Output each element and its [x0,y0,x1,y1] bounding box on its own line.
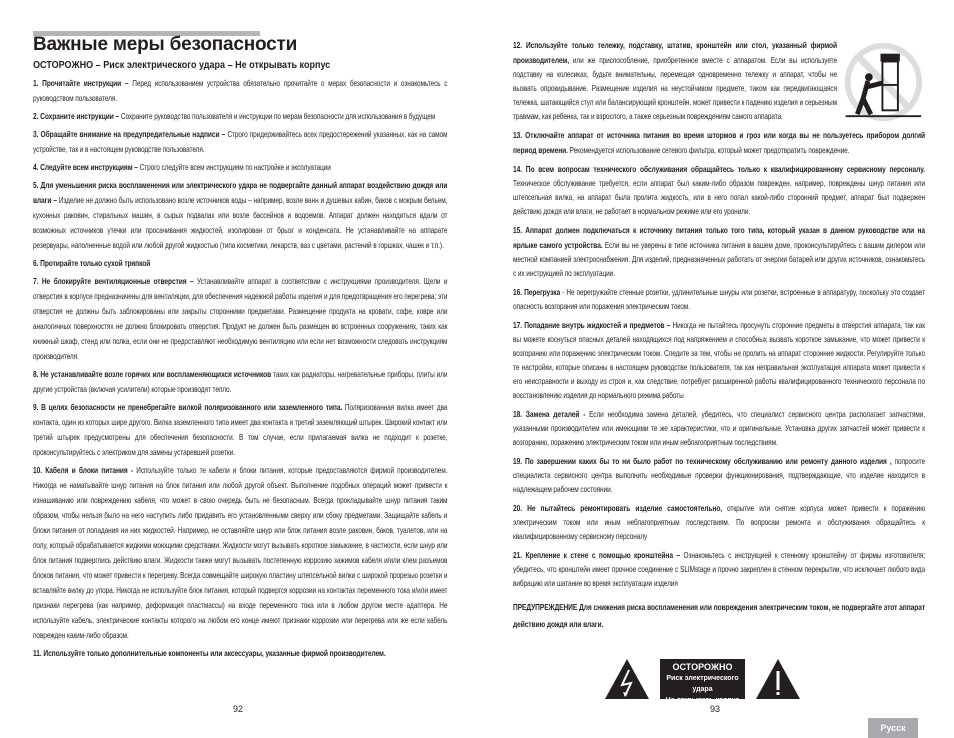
safety-item [33,274,447,364]
exclamation-warning-icon [755,658,801,700]
lightning-warning-icon [604,658,650,700]
item-heading: 9. В целях безопасности не пренебрегайте вилкой поляризованного или заземленного типа. [33,402,343,412]
item-text: Рекомендуется использование сетевого фильтра, который может предотвратить повреждение. [567,146,850,155]
item-heading: 16. Перегрузка [513,287,561,297]
item-text: Строго придерживайтесь всех предостережений указанных, как на самом устройстве, так и в настоящем руководстве пользователя. [33,130,448,154]
item-text: Сохраните руководство пользователя и инструкции по мерам безопасности для использования в будущем [119,112,436,121]
safety-item [513,128,925,158]
safety-item [33,646,447,661]
item-heading: 18. Замена деталей - [513,409,586,419]
right-column [513,38,925,637]
language-tab: Русск [868,718,918,738]
safety-item [513,407,925,450]
left-column [33,76,447,664]
item-heading: 11. Используйте только дополнительные компоненты или аксессуары, указанные фирмой производителем. [33,648,386,658]
safety-item [513,162,925,219]
safety-item [513,501,925,544]
safety-item [513,223,925,281]
safety-item [33,367,447,397]
item-heading: 21. Крепление к стене с помощью кронштейна – [513,550,681,560]
warning-symbols [604,658,801,704]
item-text: Используйте только те кабели и блоки питания, которые предоставляются фирмой производителем. Никогда не наматывайте шнур питания на блок питания или любой другой объект. Выполнение подобных операций может привести к изнашиванию или повреждению кабеля, что может в свою очередь быть не безопасным. Всегда прокладывайте шнур питания таким образом, чтобы нельзя было на него наступить либо придавить его установленными сверху или сбоку предметами. Защищайте кабель и блоки питания от попадания ни них жидкостей. Например, не оставляйте шнур или блок питания возле раковин, баков, туалетов, или на полу, который обрабатывается жидкими моющими средствами. Жидкости могут вызывать короткое замыкание, в частности, если шнур или блок питания подверглись действию влаги. Жидкости также могут вызывать постепенную коррозию зажимов кабеля и/или клем разъемов блоков питания, что может привести к перегреву. Всегда совмещайте широкую пластину штепсельной вилки с широкой прорезью розетки и вставляйте вилку до упора. Никогда не используйте блок питания, который подвергся коррозии на контактах переменного тока и/или имеет признаки перегрева (как например, деформация пластмассы) на входе переменного тока или в любом другом месте адаптера. Не используйте кабель, электрические контакты которого на любом его конце имеют признаки коррозии или перегрева или же если кабель поврежден каким-либо образом. [33,466,448,640]
item-text: Устанавливайте аппарат в соответствии с инструкциями производителя. Щели и отверстия в корпусе предназначены для вентиляции, для обеспечения надежной работы изделия и для предотвращения его перегрева; эти отверстия не должны быть заблокированы или закрыты сторонними предметами. Размещение продукта на кровати, софе, ковре или аналогичных поверхностях не должно блокировать отверстия. Продукт не должен быть размещен во встроенных сооружениях, таких как книжный шкаф, стенд или полка, если они не предоставляют необходимую вентиляцию или если нет возможности следовать инструкциям производителя. [33,277,448,361]
item-heading: 15. Аппарат должен подключаться к источнику питания только того типа, который указан в данном руководстве или на ярлыке самого устройства. [513,225,925,250]
cart-tip-over-icon [842,40,925,124]
caution-line-3: Не открывать корпус [665,697,740,704]
item-text: Перед использованием устройства обязательно прочитайте о мерах безопасности и ознакомьтесь с руководством пользователя. [33,79,448,103]
safety-item [513,38,925,124]
item-heading: 12. Используйте только тележку, подставку, штатив, кронштейн или стол, указанный фирмой производителем, [513,40,837,65]
item-text: Никогда не пытайтесь просунуть сторонние предметы в отверстия аппарата, так как вы можете коснуться опасных деталей находящихся под напряжением и способных вызвать короткое замыкание, что может привести к возгоранию или поражению электрическим током. Следите за тем, чтобы не пролить на аппарат сторонние жидкости. Регулируйте только те настройки, которые описаны в настоящем руководстве пользователя, так как неправильная эксплуатация аппарата может привести к его неисправности и выходу из строя и, как следствие, потребует расширенной работы квалифицированного технического персонала по восстановлению изделия до нормального режима работы [513,321,925,400]
item-heading: 10. Кабеля и блоки питания - [33,465,134,475]
item-text: Поляризованная вилка имеет два контакта, один из которых шире другого. Вилка заземленного типа имеет два контакта и третий заземляющий штырек. Широкий контакт или третий штырек предусмотрены для обеспечения безопасности. В том случае, если прилагаемая вилка не подходит к розетке, проконсультируйтесь с электриком для замены устаревшей розетки. [33,403,448,457]
item-heading: 17. Попадание внутрь жидкостей и предметов – [513,320,671,330]
item-text: Если необходима замена деталей, убедитесь, что специалист сервисного центра располагает запчастями, указанными производителем или имеющими те же характеристики, что и оригинальные. Установка других запчастей может привести к возгоранию, поражению электрическим током или иным неблагоприятным последствиям. [513,410,925,447]
item-text: или же приспособление, приобретенное вместе с аппаратом. Если вы используете подставку на колесиках, будьте внимательны, перемещая одновременно тележку и аппарат, чтобы не вызвать опрокидывание. Размещение изделия на неустойчивом предмете, таком как передвигающаяся тележка, шатающийся стул или балансирующий кронштейн, может привести к падению изделия и серьезным травмам, как ребенка, так и взрослого, а также серьезным повреждениям самого аппарата. [513,56,837,121]
caution-title: ОСТОРОЖНО [672,662,733,672]
safety-item [33,463,447,643]
safety-item [33,400,447,460]
caution-box [660,659,745,704]
item-text: Изделие не должно быть использовано возле источников воды – например, возле ванн и душевых кабин, баков с мокрым бельем, кухонных раковин, стиральных машин, в сырых подвалах или возле бассейнов и водоемов. Аппарат должен находиться вдали от возможных источников утечки или просачивания жидкостей, изолирован от брызг и конденсата. Не устанавливайте на аппарате резервуары, наполненные водой или любой другой жидкостью (типа косметики, лекарств, ваз с цветами, растений в горшках, чашек и т.п.). [33,196,448,250]
page-title: Важные меры безопасности [33,34,298,55]
page-number-right: 93 [710,704,721,714]
safety-item [513,285,925,314]
item-text: Техническое обслуживание требуется, если аппарат был каким-либо образом поврежден, например, повреждены шнур питания или штепсельная вилка, на аппарат была пролита жидкость, или в него попал какой-либо сторонний предмет, аппарат был подвержен действию дождя или влаги, не работает в нормальном режиме или его уронили. [513,179,925,216]
item-text: таких как радиаторы, нагревательные приборы, плиты или другие устройства (включая усилители) которые производят тепло. [33,370,448,394]
item-heading: 6. Протирайте только сухой тряпкой [33,258,151,268]
page-subtitle: ОСТОРОЖНО – Риск электрического удара – Не открывать корпус [33,59,331,71]
item-heading: 13. Отключайте аппарат от источника питания во время штормов и гроз или когда вы не пользуетесь прибором долгий период времени. [513,130,925,155]
item-heading: 1. Прочитайте инструкции – [33,78,129,88]
safety-item [513,454,925,497]
page-number-left: 92 [233,704,244,714]
item-text: попросите специалиста сервисного центра выполнить необходимые проверки функционирования, подтверждающие, что изделие находится в надлежащем рабочем состоянии. [513,457,925,494]
item-heading: 4. Следуйте всем инструкциям – [33,162,138,172]
item-heading: 3. Обращайте внимание на предупредительные надписи – [33,129,226,139]
item-heading: 5. Для уменьшения риска воспламенения или электрического удара не подвергайте данный аппарат воздействию дождя или влаги – [33,180,448,205]
item-heading: 14. По всем вопросам технического обслуживания обращайтесь только к квалифицированному сервисному персоналу. [513,164,925,174]
item-text: Ознакомьтесь с инструкцией к стенному кронштейну от фирмы изготовителя; убедитесь, что кронштейн имеет прочное соединение с SLIMstage и прочно закреплен в стенном перекрытии, что исключает любого вида вибрацию или шатание во время эксплуатации изделия [513,551,925,588]
safety-item [33,256,447,271]
item-heading: 2. Сохраните инструкции – [33,111,120,121]
safety-item [513,318,925,403]
item-text: Если вы не уверены в типе источника питания в вашем доме, проконсультируйтесь с вашим дилером или местной компанией электроснабжения. Для изделий, предназначенных работать от энергии батарей или других источников, ознакомьтесь с их инструкцией по эксплуатации. [513,241,926,278]
safety-item [33,160,447,175]
item-text: открытие или снятие корпуса может привести к поражению электрическим током или иным неблагоприятным последствиям. По вопросам ремонта и обслуживания обращайтесь к квалифицированному сервисному персоналу [513,504,925,541]
item-heading: 8. Не устанавливайте возле горячих или воспламеняющихся источников [33,369,272,379]
caution-line-2: Риск электрического удара [666,675,739,693]
safety-item [33,178,447,253]
item-text: - Не перегружайте стенные розетки, удлинительные шнуры или розетки, встроенные в аппаратуру, поскольку это создает опасность возгорания или поражения электрическим током. [513,288,925,311]
safety-item [33,76,447,106]
item-heading: 7. Не блокируйте вентиляционные отверстия – [33,276,194,286]
warning-text: ПРЕДУПРЕЖДЕНИЕ Для снижения риска воспламенения или повреждения электрическим током, не подвергайте этот аппарат действию дождя или влаги. [513,602,925,629]
safety-item [33,127,447,157]
warning-paragraph [513,599,925,633]
item-heading: 20. Не пытайтесь ремонтировать изделие самостоятельно, [513,503,723,513]
item-heading: 19. По завершении каких бы то ни было работ по техническому обслуживанию или ремонту данного изделия , [513,456,892,466]
safety-item [513,548,925,591]
item-text: Строго следуйте всем инструкциям по настройке и эксплуатации [137,163,331,172]
safety-item [33,109,447,124]
